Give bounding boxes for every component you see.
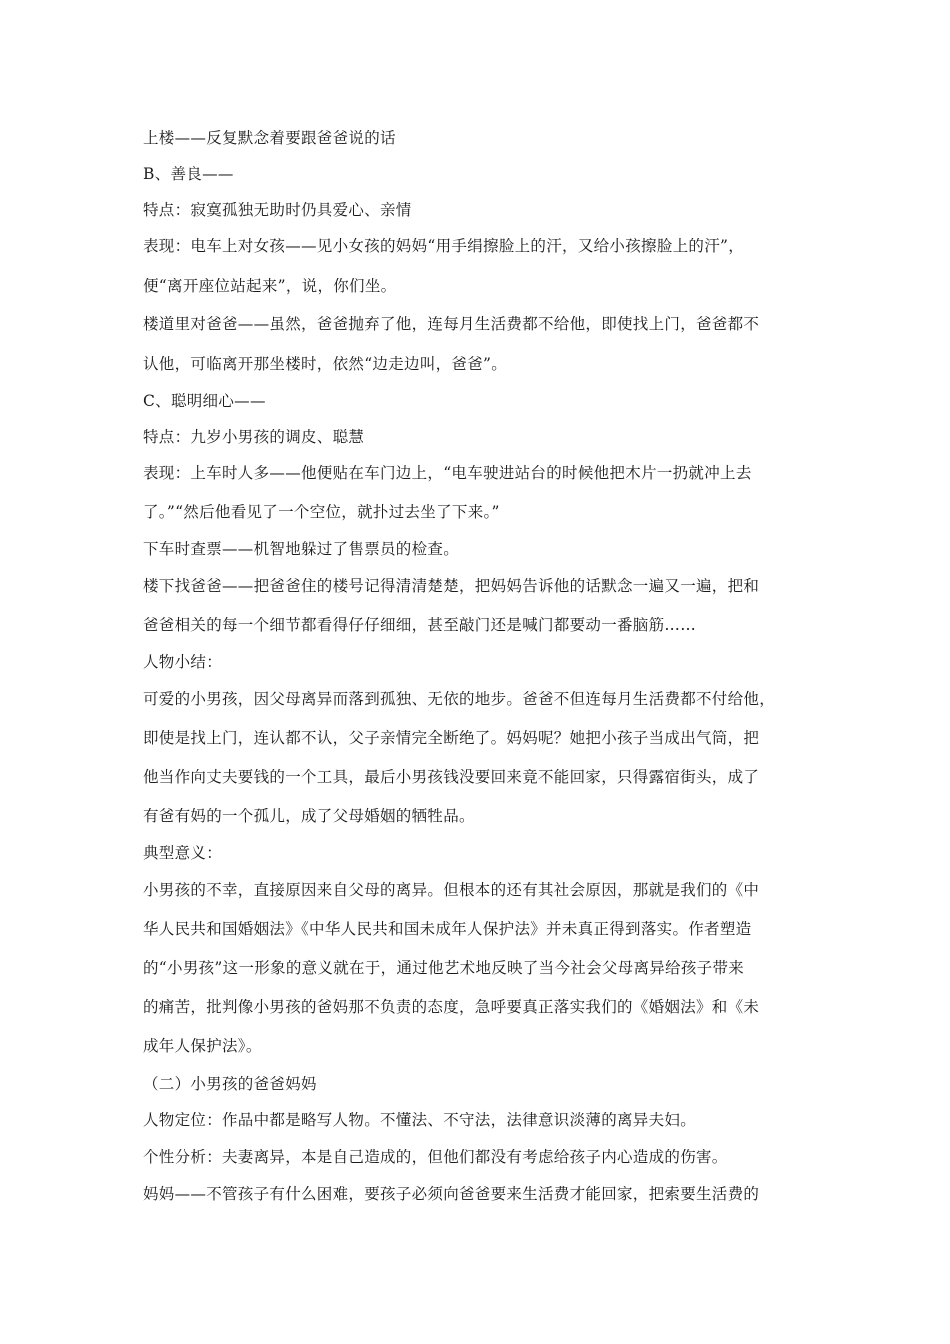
text-line: 有爸有妈的一个孤儿，成了父母婚姻的牺牲品。 [143,807,475,825]
text-line: 表现：上车时人多——他便贴在车门边上，“电车驶进站台的时候他把木片一扔就冲上去 [143,464,752,482]
text-line: 人物定位：作品中都是略写人物。不懂法、不守法，法律意识淡薄的离异夫妇。 [143,1111,697,1129]
text-line: C、聪明细心—— [143,392,266,410]
text-line: 楼下找爸爸——把爸爸住的楼号记得清清楚楚，把妈妈告诉他的话默念一遍又一遍，把和 [143,577,760,595]
text-line: 成年人保护法》。 [143,1037,262,1055]
text-line: 人物小结： [143,653,223,671]
text-line: 的痛苦，批判像小男孩的爸妈那不负责的态度，急呼要真正落实我们的《婚姻法》和《未 [143,998,760,1016]
text-line: 他当作向丈夫要钱的一个工具，最后小男孩钱没要回来竟不能回家，只得露宿街头，成了 [143,768,760,786]
text-line: 特点：九岁小男孩的调皮、聪慧 [143,428,365,446]
text-line: 爸爸相关的每一个细节都看得仔仔细细，甚至敲门还是喊门都要动一番脑筋…… [143,616,697,634]
text-line: 可爱的小男孩，因父母离异而落到孤独、无依的地步。爸爸不但连每月生活费都不付给他， [143,690,776,708]
text-line: 下车时查票——机智地躲过了售票员的检查。 [143,540,460,558]
text-line: 认他，可临离开那坐楼时，依然“边走边叫，爸爸”。 [143,355,508,373]
text-line: 表现：电车上对女孩——见小女孩的妈妈“用手绢擦脸上的汗，又给小孩擦脸上的汗”， [143,237,745,255]
text-line: 典型意义： [143,844,223,862]
text-line: B、善良—— [143,165,234,183]
text-line: 特点：寂寞孤独无助时仍具爱心、亲情 [143,201,412,219]
text-line: 上楼——反复默念着要跟爸爸说的话 [143,129,396,147]
text-line: 即使是找上门，连认都不认，父子亲情完全断绝了。妈妈呢？她把小孩子当成出气筒，把 [143,729,760,747]
text-line: 楼道里对爸爸——虽然，爸爸抛弃了他，连每月生活费都不给他，即使找上门，爸爸都不 [143,315,760,333]
text-line: 个性分析：夫妻离异，本是自己造成的，但他们都没有考虑给孩子内心造成的伤害。 [143,1148,728,1166]
text-line: 华人民共和国婚姻法》《中华人民共和国未成年人保护法》并未真正得到落实。作者塑造 [143,920,752,938]
section-heading: （二）小男孩的爸爸妈妈 [143,1075,317,1093]
text-line: 妈妈——不管孩子有什么困难，要孩子必须向爸爸要来生活费才能回家，把索要生活费的 [143,1185,760,1203]
text-line: 小男孩的不幸，直接原因来自父母的离异。但根本的还有其社会原因，那就是我们的《中 [143,881,760,899]
text-line: 了。”“然后他看见了一个空位，就扑过去坐了下来。” [143,503,500,521]
text-line: 的“小男孩”这一形象的意义就在于，通过他艺术地反映了当今社会父母离异给孩子带来 [143,959,745,977]
text-line: 便“离开座位站起来”，说，你们坐。 [143,277,397,295]
